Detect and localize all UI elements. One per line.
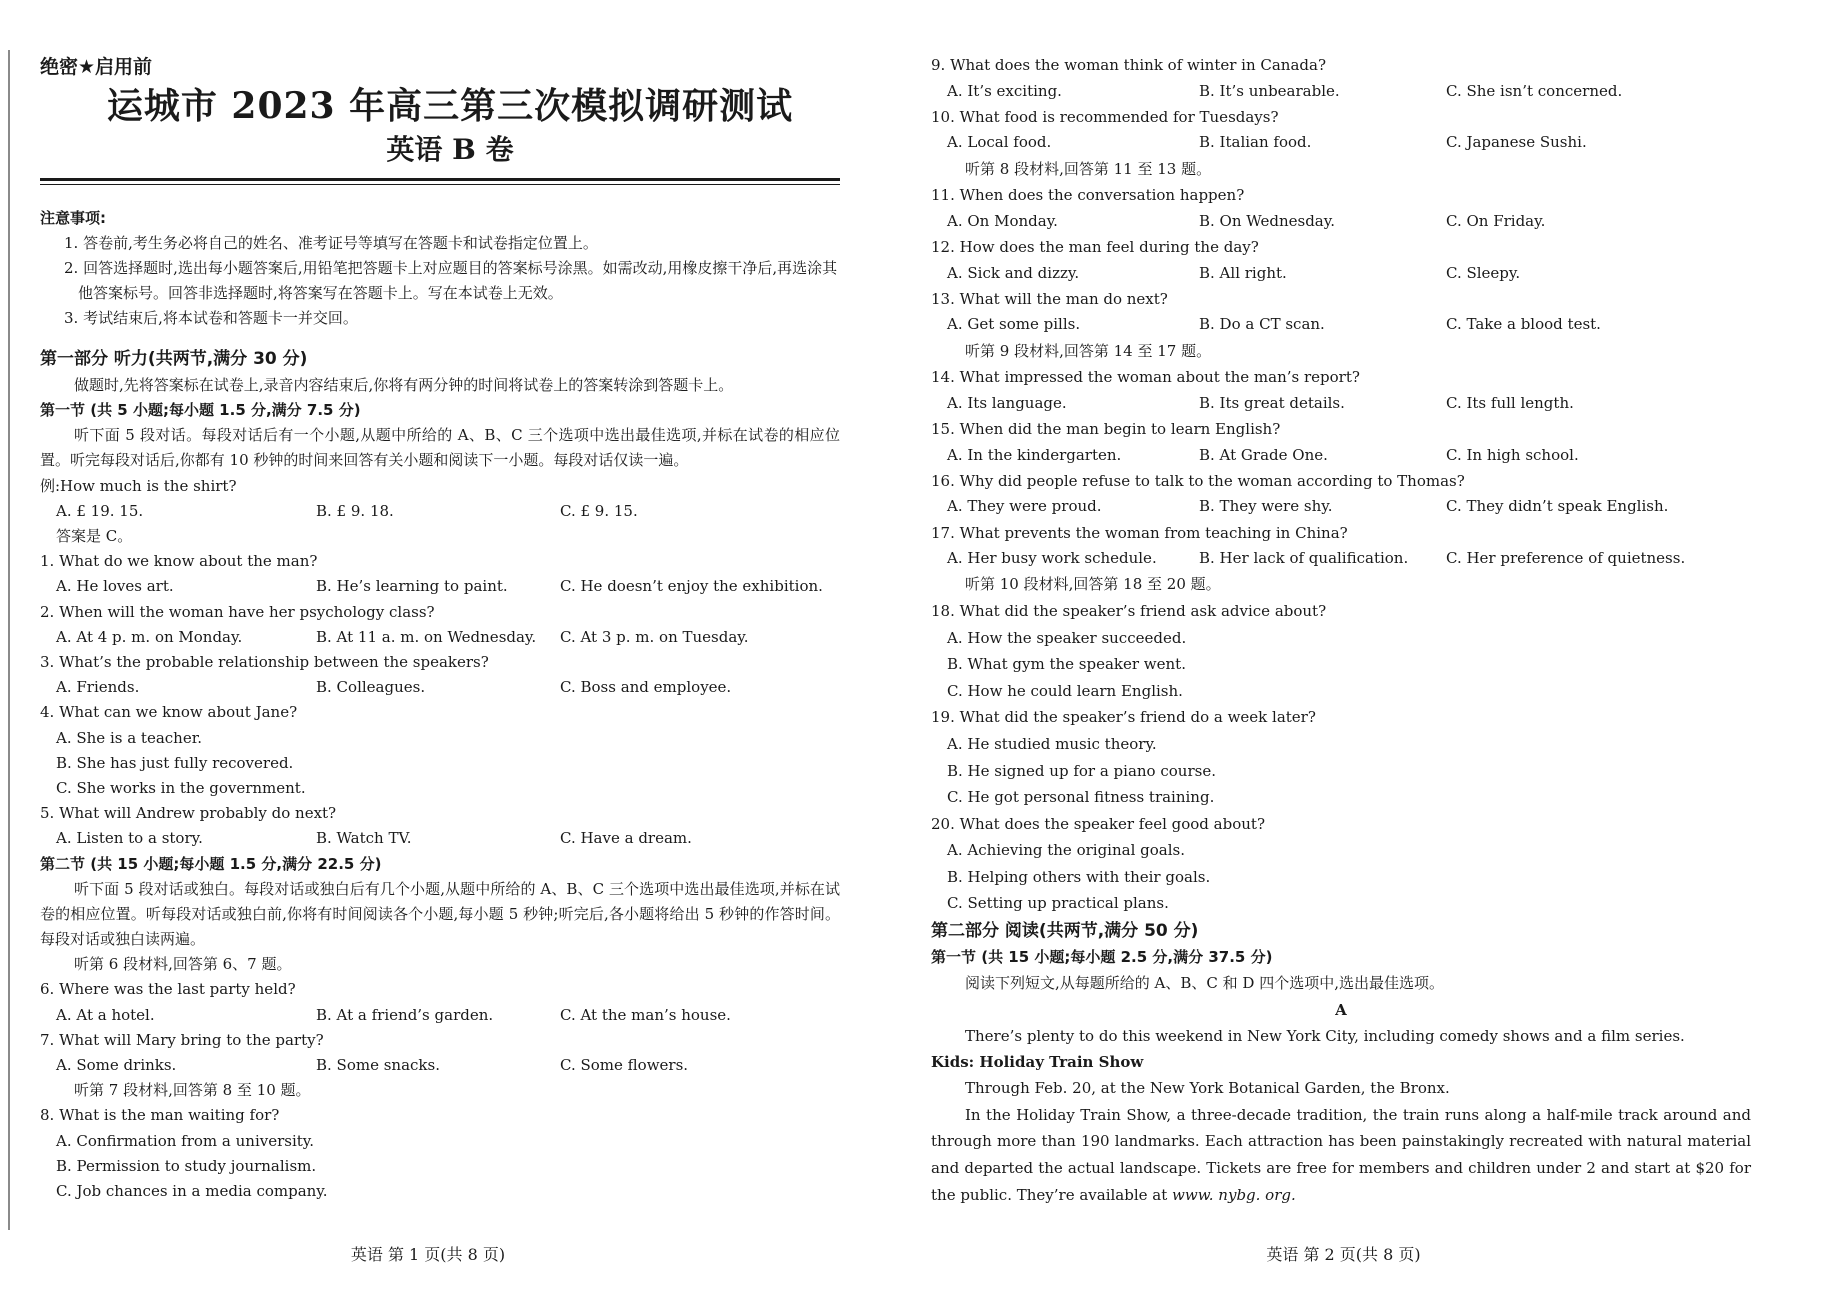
option: A. In the kindergarten. [947,445,1122,464]
notice-heading: 注意事项: [40,209,106,227]
question-6-options [40,1003,840,1028]
passage-intro: There’s plenty to do this weekend in New York City, including comedy shows and a film series. [965,1026,1685,1045]
option: B. They were shy. [1199,497,1333,516]
option: B. Its great details. [1199,393,1345,412]
kids-heading: Kids: Holiday Train Show [931,1053,1144,1072]
question-5: 5. What will Andrew probably do next? [40,804,337,823]
paragraph-text: In the Holiday Train Show, a three-decade tradition, the train runs along a half-mile track around and through more than 190 landmarks. Each attraction has been painstakingly recreated with natural material and departed the actual landscape. Tickets are free for members and children under 2 and start at $20 for the public. [931,1105,1751,1204]
material-8-label: 听第 8 段材料,回答第 11 至 13 题。 [965,159,1212,178]
material-9-label: 听第 9 段材料,回答第 14 至 17 题。 [965,341,1212,360]
question-13: 13. What will the man do next? [931,289,1168,308]
option: B. Some snacks. [316,1056,440,1075]
question-19: 19. What did the speaker’s friend do a week later? [931,708,1316,727]
option: A. Achieving the original goals. [947,841,1185,860]
option: A. Some drinks. [56,1056,177,1075]
section2-intro: 听下面 5 段对话或独白。每段对话或独白后有几个小题,从题中所给的 A、B、C 三个选项中选出最佳选项,并标在试卷的相应位置。听每段对话或独白前,你将有时间阅读各个小题,每小题 5 秒钟;听完后,各小题将给出 5 秒钟的作答时间。每段对话或独白读两遍。 [40,879,840,949]
option: A. Confirmation from a university. [56,1131,315,1150]
exam-title: 运城市 2023 年高三第三次模拟调研测试 [106,85,794,127]
option: A. How the speaker succeeded. [947,628,1187,647]
option: A. He studied music theory. [947,734,1157,753]
question-3: 3. What’s the probable relationship between the speakers? [40,653,489,672]
part1-intro: 做题时,先将答案标在试卷上,录音内容结束后,你将有两分钟的时间将试卷上的答案转涂到答题卡上。 [74,376,734,394]
question-18: 18. What did the speaker’s friend ask advice about? [931,601,1327,620]
confidential-label: 绝密★启用前 [40,56,153,78]
option: B. What gym the speaker went. [947,655,1186,674]
option: C. Setting up practical plans. [947,894,1169,913]
question-17: 17. What prevents the woman from teaching in China? [931,523,1348,542]
option: A. He loves art. [56,577,174,596]
option: B. He’s learning to paint. [316,577,508,596]
option: A. Listen to a story. [56,829,203,848]
question-9: 9. What does the woman think of winter in Canada? [931,56,1327,74]
option: B. He signed up for a piano course. [947,761,1216,780]
reading-section1-intro: 阅读下列短文,从每题所给的 A、B、C 和 D 四个选项中,选出最佳选项。 [965,974,1444,993]
option: B. £ 9. 18. [316,501,394,520]
option: B. At 11 a. m. on Wednesday. [316,627,537,646]
page-footer: 英语 第 2 页(共 8 页) [1266,1245,1421,1264]
question-5-options [40,826,840,851]
option: A. Sick and dizzy. [947,263,1080,282]
question-1: 1. What do we know about the man? [40,552,318,571]
page-1-content [40,52,840,1204]
question-14-options [931,391,1751,416]
question-12: 12. How does the man feel during the day? [931,237,1259,256]
question-10-options [931,130,1751,155]
question-6: 6. Where was the last party held? [40,980,296,999]
option: A. She is a teacher. [56,728,203,747]
option: B. It’s unbearable. [1199,81,1340,100]
option: B. Italian food. [1199,133,1312,152]
example-options [40,499,840,524]
binding-edge-line [8,50,10,1230]
question-20: 20. What does the speaker feel good about? [931,814,1265,833]
option: B. Her lack of qualification. [1199,549,1409,568]
question-15-options [931,443,1751,468]
reading-section1-heading: 第一节 (共 15 小题;每小题 2.5 分,满分 37.5 分) [931,948,1273,967]
question-4: 4. What can we know about Jane? [40,703,298,722]
option: C. Her preference of quietness. [1446,549,1686,568]
event-dates: Through Feb. 20, at the New York Botanical Garden, the Bronx. [965,1079,1450,1098]
question-8: 8. What is the man waiting for? [40,1106,280,1125]
question-12-options [931,261,1751,286]
option: C. He doesn’t enjoy the exhibition. [560,577,823,596]
option: C. Japanese Sushi. [1446,133,1587,152]
option: B. Do a CT scan. [1199,315,1325,334]
option: A. Get some pills. [947,315,1081,334]
option: C. Sleepy. [1446,263,1521,282]
option: C. In high school. [1446,445,1579,464]
option: A. Her busy work schedule. [947,549,1157,568]
option: A. Local food. [947,133,1052,152]
option: C. Boss and employee. [560,678,732,697]
option: A. Its language. [947,393,1067,412]
option: C. They didn’t speak English. [1446,497,1669,516]
question-7-options [40,1053,840,1078]
paragraph-end: They’re available at [1016,1185,1173,1204]
question-11-options [931,209,1751,234]
option: C. £ 9. 15. [560,501,638,520]
option: C. Some flowers. [560,1056,689,1075]
exam-page-2 [916,0,1831,1298]
option: B. At Grade One. [1199,445,1328,464]
question-2-options [40,625,840,650]
option: C. She isn’t concerned. [1446,81,1623,100]
question-17-options [931,546,1751,571]
notice-item: 2. 回答选择题时,选出每小题答案后,用铅笔把答题卡上对应题目的答案标号涂黑。如需改动,用橡皮擦干净后,再选涂其他答案标号。回答非选择题时,将答案写在答题卡上。写在本试卷上无效。 [64,259,838,302]
option: A. On Monday. [947,211,1058,230]
question-9-options [931,79,1751,104]
option: B. All right. [1199,263,1287,282]
example-question: 例:How much is the shirt? [40,476,237,495]
section2-heading: 第二节 (共 15 小题;每小题 1.5 分,满分 22.5 分) [40,854,382,873]
question-15: 15. When did the man begin to learn English? [931,419,1281,438]
example-answer: 答案是 C。 [56,527,133,546]
option: C. How he could learn English. [947,681,1183,700]
option: C. Job chances in a media company. [56,1182,328,1201]
question-13-options [931,312,1751,337]
option: C. Take a blood test. [1446,315,1601,334]
option: B. Watch TV. [316,829,412,848]
option: C. He got personal fitness training. [947,788,1215,807]
question-7: 7. What will Mary bring to the party? [40,1030,324,1049]
part2-heading: 第二部分 阅读(共两节,满分 50 分) [931,921,1199,942]
page-footer: 英语 第 1 页(共 8 页) [350,1245,506,1264]
question-10: 10. What food is recommended for Tuesdays? [931,107,1279,126]
option: A. At a hotel. [56,1005,155,1024]
option: C. She works in the government. [56,779,306,798]
option: B. She has just fully recovered. [56,753,294,772]
option: C. At the man’s house. [560,1005,731,1024]
option: A. £ 19. 15. [56,501,144,520]
notice-item: 1. 答卷前,考生务必将自己的姓名、准考证号等填写在答题卡和试卷指定位置上。 [64,234,598,252]
option: B. Colleagues. [316,678,426,697]
page-2-content [931,52,1751,1208]
option: A. At 4 p. m. on Monday. [56,627,243,646]
question-2: 2. When will the woman have her psychology class? [40,602,435,621]
question-3-options [40,675,840,700]
option: A. Friends. [56,678,140,697]
option: B. At a friend’s garden. [316,1005,494,1024]
exam-subtitle: 英语 B 卷 [386,133,514,166]
notice-item: 3. 考试结束后,将本试卷和答题卡一并交回。 [64,309,358,327]
option: C. On Friday. [1446,211,1546,230]
material-10-label: 听第 10 段材料,回答第 18 至 20 题。 [965,575,1221,594]
option: C. Its full length. [1446,393,1574,412]
option: C. At 3 p. m. on Tuesday. [560,627,749,646]
option: A. It’s exciting. [947,81,1062,100]
option: A. They were proud. [947,497,1102,516]
option: B. Helping others with their goals. [947,867,1211,886]
title-divider [40,178,840,185]
material-6-label: 听第 6 段材料,回答第 6、7 题。 [74,955,292,974]
question-16: 16. Why did people refuse to talk to the woman according to Thomas? [931,471,1465,490]
option: B. Permission to study journalism. [56,1156,317,1175]
section1-intro: 听下面 5 段对话。每段对话后有一个小题,从题中所给的 A、B、C 三个选项中选出最佳选项,并标在试卷的相应位置。听完每段对话后,你都有 10 秒钟的时间来回答有关小题和阅读下一小题。每段对话仅读一遍。 [40,426,840,470]
part1-heading: 第一部分 听力(共两节,满分 30 分) [40,349,308,369]
option: B. On Wednesday. [1199,211,1335,230]
section1-heading: 第一节 (共 5 小题;每小题 1.5 分,满分 7.5 分) [40,401,361,420]
question-16-options [931,494,1751,519]
website-link: www. nybg. org. [1172,1185,1296,1204]
passage-paragraph [931,1102,1751,1208]
material-7-label: 听第 7 段材料,回答第 8 至 10 题。 [74,1081,311,1100]
passage-label: A [1335,1000,1347,1019]
question-1-options [40,574,840,599]
question-14: 14. What impressed the woman about the man’s report? [931,368,1360,387]
option: C. Have a dream. [560,829,692,848]
question-11: 11. When does the conversation happen? [931,186,1245,205]
